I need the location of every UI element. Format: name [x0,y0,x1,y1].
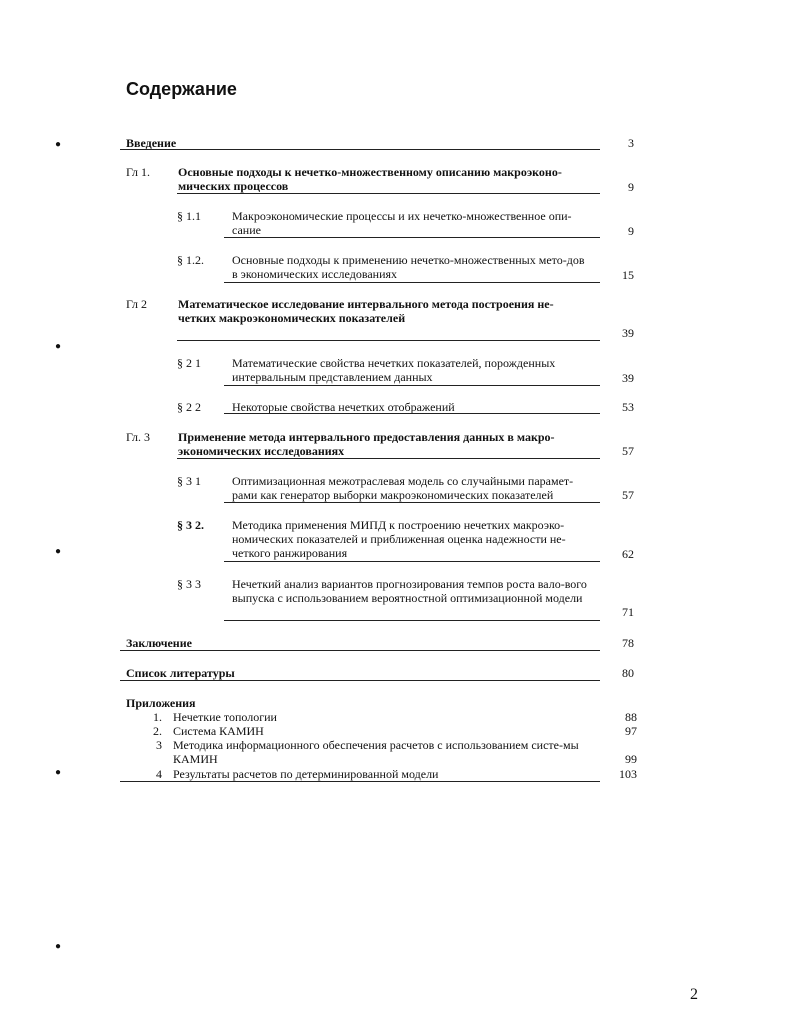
toc-rule [224,413,600,414]
toc-page-number: 71 [622,605,634,619]
toc-page-number: 99 [625,752,637,766]
appendix-number: 4 [156,767,162,781]
toc-page-number: 39 [622,371,634,385]
page-number: 2 [690,986,698,1003]
toc-page-number: 62 [622,547,634,561]
margin-mark: ● [55,341,62,352]
toc-rule [224,502,600,503]
margin-mark: ● [55,941,62,952]
toc-appendices-title: Приложения [126,696,196,710]
toc-section[interactable]: Основные подходы к применению нечетко-множественных мето-дов в экономических исследованиях [232,253,585,281]
section-label: § 3 3 [177,577,201,591]
section-label: § 1.2. [177,253,204,267]
chapter-label: Гл. 3 [126,430,151,444]
toc-rule [224,385,600,386]
toc-rule [177,193,600,194]
margin-mark: ● [55,546,62,557]
toc-section[interactable]: Математические свойства нечетких показателей, порожденных интервальным представлением данных [232,356,556,384]
section-label: § 3 2. [177,518,204,532]
toc-page-number: 97 [625,724,637,738]
toc-page-number: 78 [622,636,634,650]
toc-page-number: 9 [628,224,634,238]
toc-section[interactable]: Методика применения МИПД к построению нечетких макроэко-номических показателей и приближенная оценка надежности не-четкого ранжирования [232,518,566,560]
section-label: § 1.1 [177,209,201,223]
toc-rule [224,282,600,283]
appendix-number: 3 [156,738,162,752]
toc-chapter-1[interactable]: Основные подходы к нечетко-множественному описанию макроэконо-мических процессов [178,165,562,193]
toc-section[interactable]: Макроэкономические процессы и их нечетко-множественное опи-сание [232,209,572,237]
toc-page-number: 9 [628,180,634,194]
toc-page-number: 57 [622,444,634,458]
toc-conclusion[interactable]: Заключение [126,636,192,650]
toc-page-number: 57 [622,488,634,502]
toc-appendix[interactable]: Результаты расчетов по детерминированной модели [173,767,439,781]
toc-appendix[interactable]: Система КАМИН [173,724,264,738]
toc-appendix[interactable]: Нечеткие топологии [173,710,277,724]
toc-rule [177,458,600,459]
toc-page-number: 15 [622,268,634,282]
section-label: § 3 1 [177,474,201,488]
toc-rule [120,650,600,651]
appendix-number: 1. [153,710,162,724]
toc-section[interactable]: Нечеткий анализ вариантов прогнозирования темпов роста вало-вого выпуска с использованием вероятностной оптимизационной модели [232,577,587,605]
toc-rule [224,561,600,562]
toc-section[interactable]: Некоторые свойства нечетких отображений [232,400,455,414]
toc-rule [224,620,600,621]
toc-page-number: 88 [625,710,637,724]
toc-rule [224,237,600,238]
toc-page-number: 80 [622,666,634,680]
toc-appendix[interactable]: Методика информационного обеспечения расчетов с использованием систе-мы КАМИН [173,738,579,766]
margin-mark: ● [55,139,62,150]
section-label: § 2 2 [177,400,201,414]
toc-page-number: 103 [619,767,637,781]
margin-mark: ● [55,767,62,778]
toc-page-number: 3 [628,136,634,150]
toc-rule [120,149,600,150]
toc-page-number: 53 [622,400,634,414]
toc-chapter-3[interactable]: Применение метода интервального предоставления данных в макро-экономических исследованиях [178,430,555,458]
toc-section[interactable]: Оптимизационная межотраслевая модель со случайными парамет-рами как генератор выборки макроэкономических показателей [232,474,574,502]
toc-rule [120,680,600,681]
toc-rule [177,340,600,341]
appendix-number: 2. [153,724,162,738]
toc-page-number: 39 [622,326,634,340]
chapter-label: Гл 1. [126,165,151,179]
chapter-label: Гл 2 [126,297,148,311]
toc-intro[interactable]: Введение [126,136,177,150]
page-title: Содержание [126,79,237,99]
toc-references[interactable]: Список литературы [126,666,235,680]
toc-rule [120,781,600,782]
toc-chapter-2[interactable]: Математическое исследование интервального метода построения не-четких макроэкономических показателей [178,297,554,325]
section-label: § 2 1 [177,356,201,370]
